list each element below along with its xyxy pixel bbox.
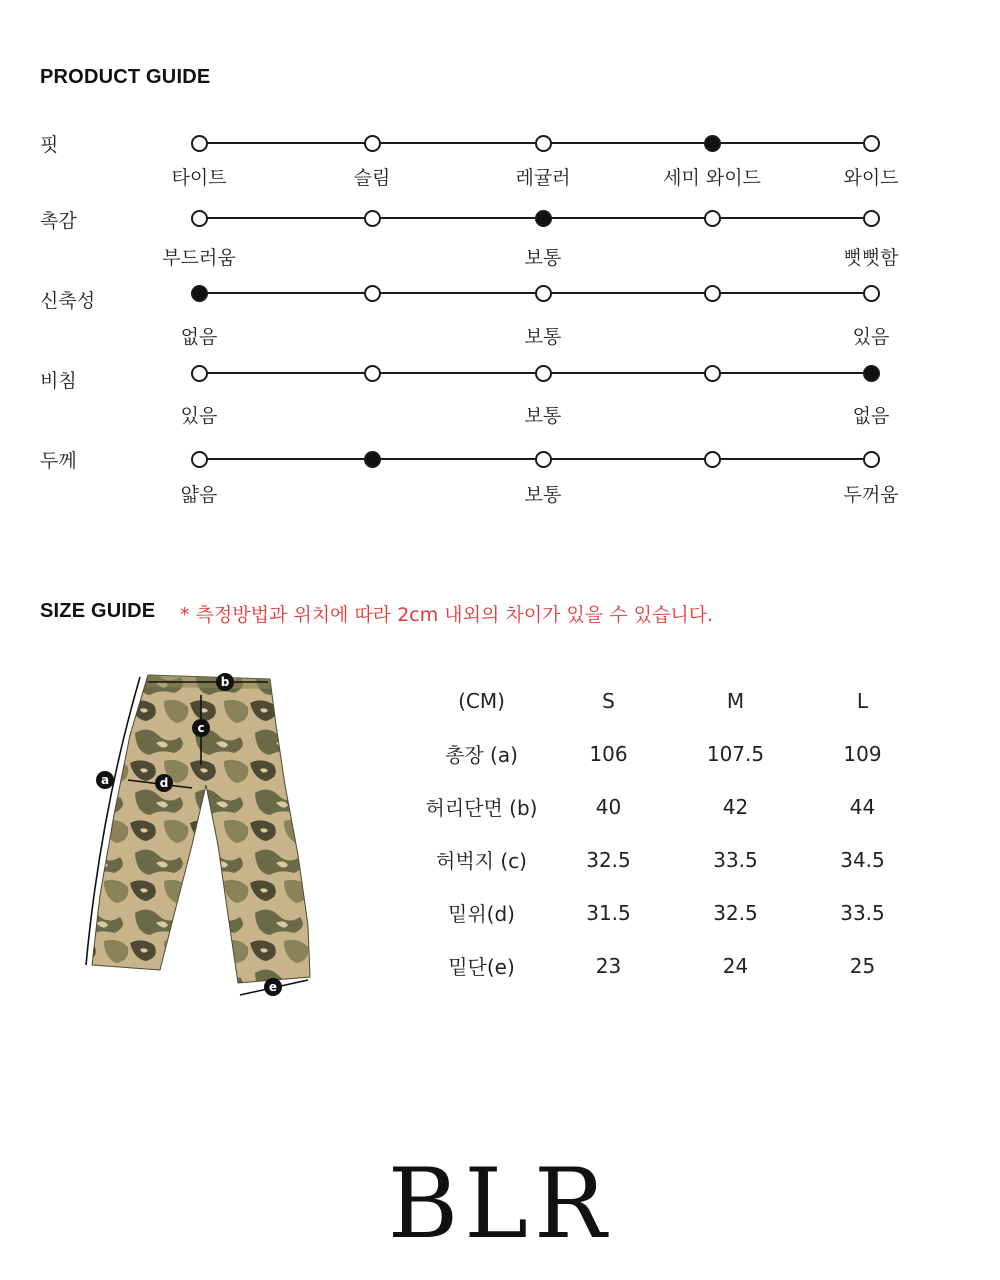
marker-label: c xyxy=(197,721,205,735)
scale-dot xyxy=(364,135,381,152)
scale-tick-label: 레귤러 xyxy=(515,167,571,189)
size-table-header-cell: M xyxy=(726,688,745,713)
size-cell: 31.5 xyxy=(586,900,631,925)
scale-dot xyxy=(704,451,721,468)
attr-label: 신축성 xyxy=(40,290,96,312)
scale-dot xyxy=(863,210,880,227)
attr-label: 두께 xyxy=(40,450,77,472)
size-cell: 34.5 xyxy=(840,847,885,872)
scale-dot-selected xyxy=(364,451,381,468)
marker-e xyxy=(264,978,282,996)
scale-tick-label: 뻣뻣함 xyxy=(843,247,899,269)
scale-tick-label: 얇음 xyxy=(180,484,218,506)
scale-tick-label: 보통 xyxy=(524,247,562,269)
size-cell: 107.5 xyxy=(706,741,765,766)
marker-d xyxy=(155,774,173,792)
scale-tick-label: 두꺼움 xyxy=(843,484,899,506)
scale-dot xyxy=(364,365,381,382)
scale-tick-label: 부드러움 xyxy=(162,247,236,269)
attr-label: 촉감 xyxy=(40,210,77,232)
scale-tick-label: 있음 xyxy=(180,405,218,427)
size-guide-title: SIZE GUIDE xyxy=(40,600,156,622)
scale-dot xyxy=(704,285,721,302)
size-cell: 40 xyxy=(595,794,622,819)
scale-dot-selected xyxy=(704,135,721,152)
scale-dot xyxy=(863,451,880,468)
table-row xyxy=(418,727,926,780)
marker-b xyxy=(216,673,234,691)
scale-dot-selected xyxy=(535,210,552,227)
size-cell: 106 xyxy=(589,741,628,766)
marker-label: d xyxy=(159,776,169,790)
scale-tick-label: 보통 xyxy=(524,405,562,427)
scale-dot-selected xyxy=(191,285,208,302)
size-cell: 33.5 xyxy=(713,847,758,872)
scale-dot xyxy=(863,285,880,302)
size-row-label: 허리단면 (b) xyxy=(425,796,538,820)
size-table-header-cell: L xyxy=(856,688,869,713)
marker-label: b xyxy=(220,675,230,689)
attr-label: 비침 xyxy=(40,370,77,392)
scale-dot xyxy=(191,451,208,468)
marker-a xyxy=(96,771,114,789)
scale-dot xyxy=(191,210,208,227)
scale-dot xyxy=(364,285,381,302)
scale-tick-label: 보통 xyxy=(524,484,562,506)
size-table xyxy=(418,674,926,992)
size-cell: 32.5 xyxy=(713,900,758,925)
table-row xyxy=(418,939,926,992)
size-cell: 23 xyxy=(595,953,622,978)
product-guide-title: PRODUCT GUIDE xyxy=(40,66,211,88)
scale-tick-label: 와이드 xyxy=(843,167,899,189)
marker-label: a xyxy=(100,773,110,787)
scale-dot xyxy=(535,451,552,468)
size-table-header xyxy=(418,674,926,727)
scale-dot-selected xyxy=(863,365,880,382)
size-row-label: 총장 (a) xyxy=(445,743,518,767)
size-cell: 24 xyxy=(722,953,749,978)
size-cell: 32.5 xyxy=(586,847,631,872)
pants-measurement-figure xyxy=(70,665,330,1005)
marker-label: e xyxy=(268,980,278,994)
size-cell: 25 xyxy=(849,953,876,978)
table-row xyxy=(418,780,926,833)
scale-tick-label: 보통 xyxy=(524,326,562,348)
size-cell: 33.5 xyxy=(840,900,885,925)
scale-tick-label: 세미 와이드 xyxy=(663,167,761,189)
scale-dot xyxy=(704,365,721,382)
brand-logo: BLR xyxy=(387,1148,613,1260)
marker-c xyxy=(192,719,210,737)
size-guide-note: * 측정방법과 위치에 따라 2cm 내외의 차이가 있을 수 있습니다. xyxy=(180,604,714,626)
scale-tick-label: 타이트 xyxy=(171,167,227,189)
size-table-header-cell: (CM) xyxy=(458,688,505,713)
size-row-label: 밑위(d) xyxy=(448,902,515,926)
scale-tick-label: 있음 xyxy=(852,326,890,348)
scale-dot xyxy=(535,135,552,152)
scale-dot xyxy=(863,135,880,152)
scale-tick-label: 슬림 xyxy=(353,167,391,189)
attr-label: 핏 xyxy=(40,134,59,156)
scale-tick-label: 없음 xyxy=(852,405,890,427)
size-table-header-cell: S xyxy=(602,688,615,713)
size-cell: 44 xyxy=(849,794,876,819)
scale-dot xyxy=(535,285,552,302)
scale-dot xyxy=(191,365,208,382)
scale-dot xyxy=(191,135,208,152)
size-row-label: 밑단(e) xyxy=(448,955,515,979)
size-row-label: 허벅지 (c) xyxy=(436,849,527,873)
table-row xyxy=(418,886,926,939)
table-row xyxy=(418,833,926,886)
scale-dot xyxy=(535,365,552,382)
size-cell: 109 xyxy=(843,741,882,766)
scale-tick-label: 없음 xyxy=(180,326,218,348)
size-cell: 42 xyxy=(722,794,749,819)
scale-dot xyxy=(364,210,381,227)
scale-dot xyxy=(704,210,721,227)
